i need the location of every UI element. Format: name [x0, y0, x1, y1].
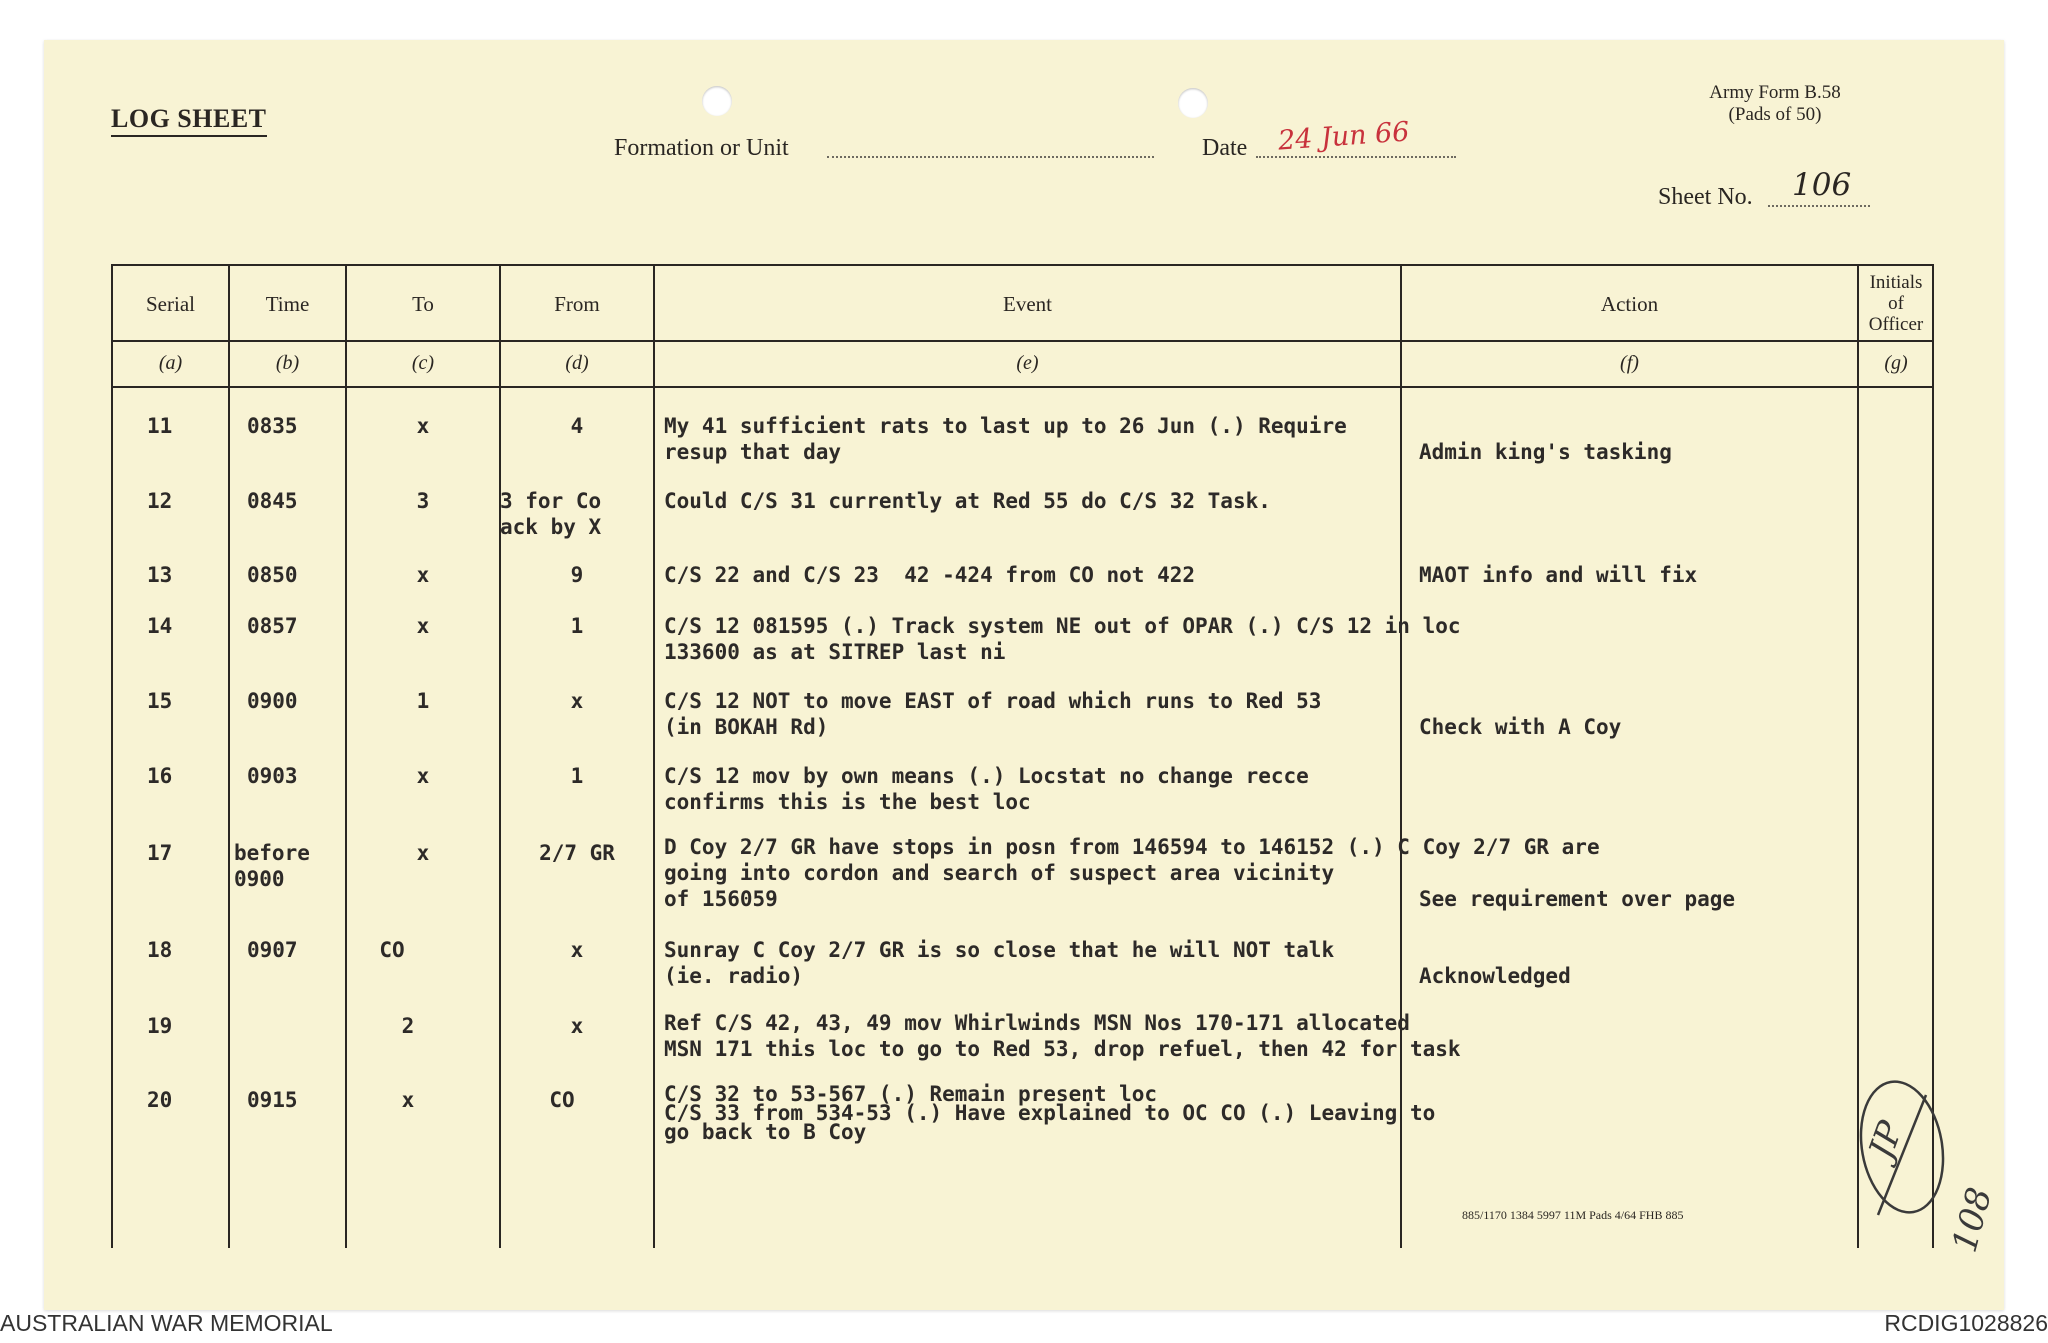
cell-time: 0900: [247, 689, 298, 713]
col-header-from: From: [554, 292, 600, 316]
col-sub-to: (c): [411, 352, 435, 374]
col-header-action: Action: [1600, 292, 1659, 316]
cell-to: 2: [401, 1014, 415, 1038]
sheet-number-dotline: [1768, 205, 1870, 207]
cell-time: 0850: [247, 563, 298, 587]
cell-serial: 19: [147, 1014, 173, 1038]
cell-from: 4: [570, 414, 584, 438]
formation-dotline: [827, 156, 1154, 158]
cell-to: x: [416, 614, 430, 638]
cell-action: Check with A Coy: [1419, 715, 1622, 739]
cell-action: Acknowledged: [1419, 964, 1571, 988]
table-subheader-divider: [111, 386, 1934, 388]
cell-from: x: [570, 938, 584, 962]
cell-event: C/S 32 to 53-567 (.) Remain present loc C/S 33 from 534-53 (.) Have explained to OC CO (.) Leaving to go back to B Coy: [664, 1082, 1436, 1144]
cell-event: Sunray C Coy 2/7 GR is so close that he will NOT talk (ie. radio): [664, 938, 1335, 988]
date-value: 24 Jun 66: [1277, 116, 1411, 157]
cell-time: 0907: [247, 938, 298, 962]
col-sub-event: (e): [1016, 352, 1039, 374]
initials-mark: JP: [1861, 1116, 1912, 1164]
sheet-number-label: Sheet No.: [1658, 184, 1753, 210]
cell-serial: 16: [147, 764, 173, 788]
margin-page-mark: 108: [1944, 1183, 2001, 1257]
col-header-event: Event: [1003, 292, 1052, 316]
watermark-left: AUSTRALIAN WAR MEMORIAL: [0, 1310, 333, 1336]
cell-from: 9: [570, 563, 584, 587]
cell-event: C/S 12 mov by own means (.) Locstat no change recce confirms this is the best loc: [664, 764, 1309, 814]
col-header-serial: Serial: [146, 292, 195, 316]
cell-to: x: [416, 563, 430, 587]
col-sub-serial: (a): [158, 352, 183, 374]
cell-time: 0903: [247, 764, 298, 788]
cell-to: CO: [379, 938, 405, 962]
cell-time: 0915: [247, 1088, 298, 1112]
cell-from: 1: [570, 764, 584, 788]
table-left-border: [111, 264, 113, 1248]
cell-from: 3 for Co ack by X: [500, 489, 602, 539]
col-header-to: To: [412, 292, 434, 316]
cell-to: x: [416, 414, 430, 438]
form-reference: [1640, 82, 1910, 126]
cell-time: 0845: [247, 489, 298, 513]
col-sub-action: (f): [1620, 352, 1639, 374]
cell-action: MAOT info and will fix: [1419, 563, 1698, 587]
cell-serial: 12: [147, 489, 173, 513]
cell-to: x: [416, 841, 430, 865]
cell-event: C/S 12 NOT to move EAST of road which runs to Red 53 (in BOKAH Rd): [664, 689, 1322, 739]
form-ref-line2: (Pads of 50): [1728, 104, 1822, 125]
table-header-divider: [111, 340, 1934, 342]
print-reference: 885/1170 1384 5997 11M Pads 4/64 FHB 885: [1462, 1208, 1684, 1222]
cell-from: 1: [570, 614, 584, 638]
cell-event: C/S 22 and C/S 23 42 -424 from CO not 422: [664, 563, 1196, 587]
cell-to: 1: [416, 689, 430, 713]
cell-event: Could C/S 31 currently at Red 55 do C/S 32 Task.: [664, 489, 1271, 513]
punch-hole-right: [1178, 88, 1208, 118]
cell-event: D Coy 2/7 GR have stops in posn from 146594 to 146152 (.) C Coy 2/7 GR are going into cordon and search of suspect area vicinity of 156059: [664, 835, 1600, 911]
cell-to: 3: [416, 489, 430, 513]
sheet-number-value: 106: [1792, 167, 1852, 203]
cell-from: x: [570, 689, 584, 713]
cell-from: 2/7 GR: [539, 841, 615, 865]
col-header-initials: Initials of Officer: [1868, 272, 1924, 335]
date-label: Date: [1202, 135, 1248, 161]
cell-serial: 14: [147, 614, 173, 638]
cell-to: x: [401, 1088, 415, 1112]
col-divider-from-event: [653, 264, 655, 1248]
col-sub-initials: (g): [1884, 352, 1908, 374]
cell-to: x: [416, 764, 430, 788]
col-divider-serial-time: [228, 264, 230, 1248]
form-ref-line1: Army Form B.58: [1709, 82, 1841, 103]
punch-hole-left: [702, 86, 732, 116]
table-top-border: [111, 264, 1934, 266]
cell-serial: 20: [147, 1088, 173, 1112]
date-dotline: [1256, 156, 1456, 158]
cell-time: 0857: [247, 614, 298, 638]
watermark-right: RCDIG1028826: [1884, 1310, 2048, 1336]
cell-from: CO: [549, 1088, 575, 1112]
cell-action: See requirement over page: [1419, 887, 1736, 911]
cell-event: Ref C/S 42, 43, 49 mov Whirlwinds MSN Nos 170-171 allocated MSN 171 this loc to go to Red 53, drop refuel, then 42 for task: [664, 1011, 1461, 1061]
cell-action: Admin king's tasking: [1419, 440, 1672, 464]
col-sub-from: (d): [565, 352, 589, 374]
cell-event: My 41 sufficient rats to last up to 26 Jun (.) Require resup that day: [664, 414, 1347, 464]
cell-serial: 17: [147, 841, 173, 865]
cell-serial: 18: [147, 938, 173, 962]
col-header-time: Time: [265, 292, 310, 316]
formation-label: Formation or Unit: [614, 135, 789, 161]
col-sub-time: (b): [275, 352, 300, 374]
page-title: LOG SHEET: [111, 104, 267, 137]
cell-serial: 13: [147, 563, 173, 587]
cell-serial: 11: [147, 414, 173, 438]
cell-time: 0835: [247, 414, 298, 438]
cell-event: C/S 12 081595 (.) Track system NE out of OPAR (.) C/S 12 in loc 133600 as at SITREP last ni: [664, 614, 1461, 664]
cell-from: x: [570, 1014, 584, 1038]
cell-serial: 15: [147, 689, 173, 713]
cell-time: before 0900: [234, 841, 310, 891]
